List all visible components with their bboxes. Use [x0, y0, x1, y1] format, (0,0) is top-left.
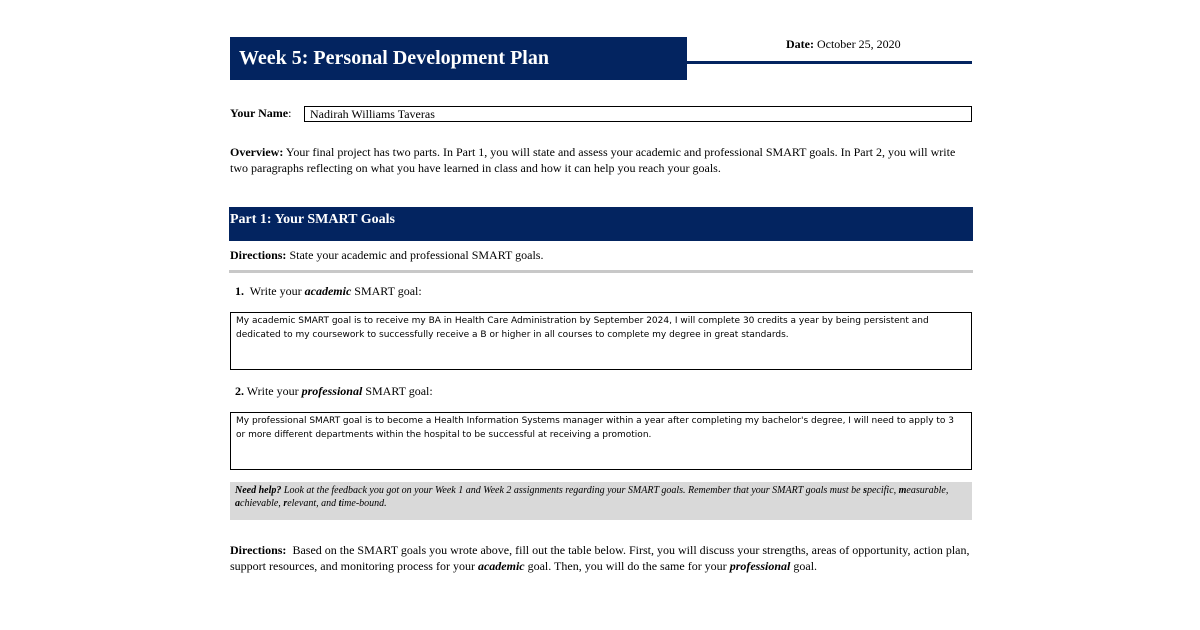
section-divider — [229, 270, 973, 273]
help-text: Look at the feedback you got on your Week 1 and Week 2 assignments regarding your SMART goals. Remember that your SMART goals must be — [283, 485, 861, 496]
header-rule — [687, 61, 972, 64]
name-label: Your Name — [230, 106, 289, 120]
question-1-post: SMART goal: — [354, 284, 422, 298]
question-2-prompt — [235, 384, 433, 399]
directions-label: Directions: — [230, 248, 287, 262]
question-1-prompt — [235, 284, 422, 299]
directions2-emph1: academic — [477, 558, 525, 573]
question-2-pre: Write your — [246, 384, 299, 398]
question-1-emph: academic — [304, 284, 352, 298]
date-value: October 25, 2020 — [816, 37, 901, 51]
name-field[interactable]: Nadirah Williams Taveras — [304, 106, 972, 122]
help-label: Need help? — [235, 485, 282, 496]
question-1-pre: Write your — [249, 284, 302, 298]
question-2-emph: professional — [301, 384, 363, 398]
directions-text: State your academic and professional SMART goals. — [289, 248, 544, 262]
directions2-label: Directions: — [230, 543, 287, 557]
overview-label: Overview: — [230, 145, 284, 159]
help-s-letter: s — [863, 485, 867, 496]
question-1-number: 1. — [235, 284, 244, 298]
question-2-number: 2. — [235, 384, 244, 398]
overview-text: Your final project has two parts. In Part 1, you will state and assess your academic and professional SMART goals. In Part 2, you will write two paragraphs reflecting on what you have learned in class and how it can help you reach your goals. — [230, 145, 956, 175]
directions2-text3: goal. — [793, 558, 818, 573]
help-a-rest: chievable, — [240, 498, 284, 509]
part1-heading: Part 1: Your SMART Goals — [229, 207, 973, 241]
professional-goal-answer-field[interactable]: My professional SMART goal is to become a Health Information Systems manager within a year after completing my bachelor's degree, I will need to apply to 3 or more different departments within the hospital to be successful at receiving a promotion. — [230, 412, 972, 470]
overview-paragraph — [230, 145, 975, 176]
date-line — [786, 37, 901, 52]
help-m-letter: m — [898, 485, 907, 496]
help-r-letter: r — [283, 498, 288, 509]
help-t-rest: ime-bound. — [341, 498, 387, 509]
help-t-letter: t — [338, 498, 342, 509]
academic-goal-answer-field[interactable]: My academic SMART goal is to receive my BA in Health Care Administration by September 2024, I will complete 30 credits a year by being persistent and dedicated to my coursework to successfully receive a B or higher in all courses to complete my degree in great standards. — [230, 312, 972, 370]
question-2-post: SMART goal: — [365, 384, 433, 398]
table-directions — [230, 543, 975, 574]
date-label: Date: — [786, 37, 814, 51]
directions2-text2: goal. Then, you will do the same for your — [527, 558, 727, 573]
name-label-row — [230, 106, 291, 121]
part1-directions — [230, 248, 543, 263]
help-m-rest: easurable, — [906, 485, 949, 496]
name-colon: : — [288, 106, 292, 120]
page-title: Week 5: Personal Development Plan — [230, 37, 687, 80]
help-r-rest: elevant, and — [287, 498, 339, 509]
help-s-rest: pecific, — [866, 485, 899, 496]
directions2-emph2: professional — [729, 558, 791, 573]
directions2-text1: Based on the SMART goals you wrote above, fill out the table below. First, you will discuss your strengths, areas of opportunity, action plan, support resources, and monitoring process for your — [230, 543, 970, 573]
help-a-letter: a — [235, 498, 240, 509]
help-callout — [230, 482, 972, 520]
